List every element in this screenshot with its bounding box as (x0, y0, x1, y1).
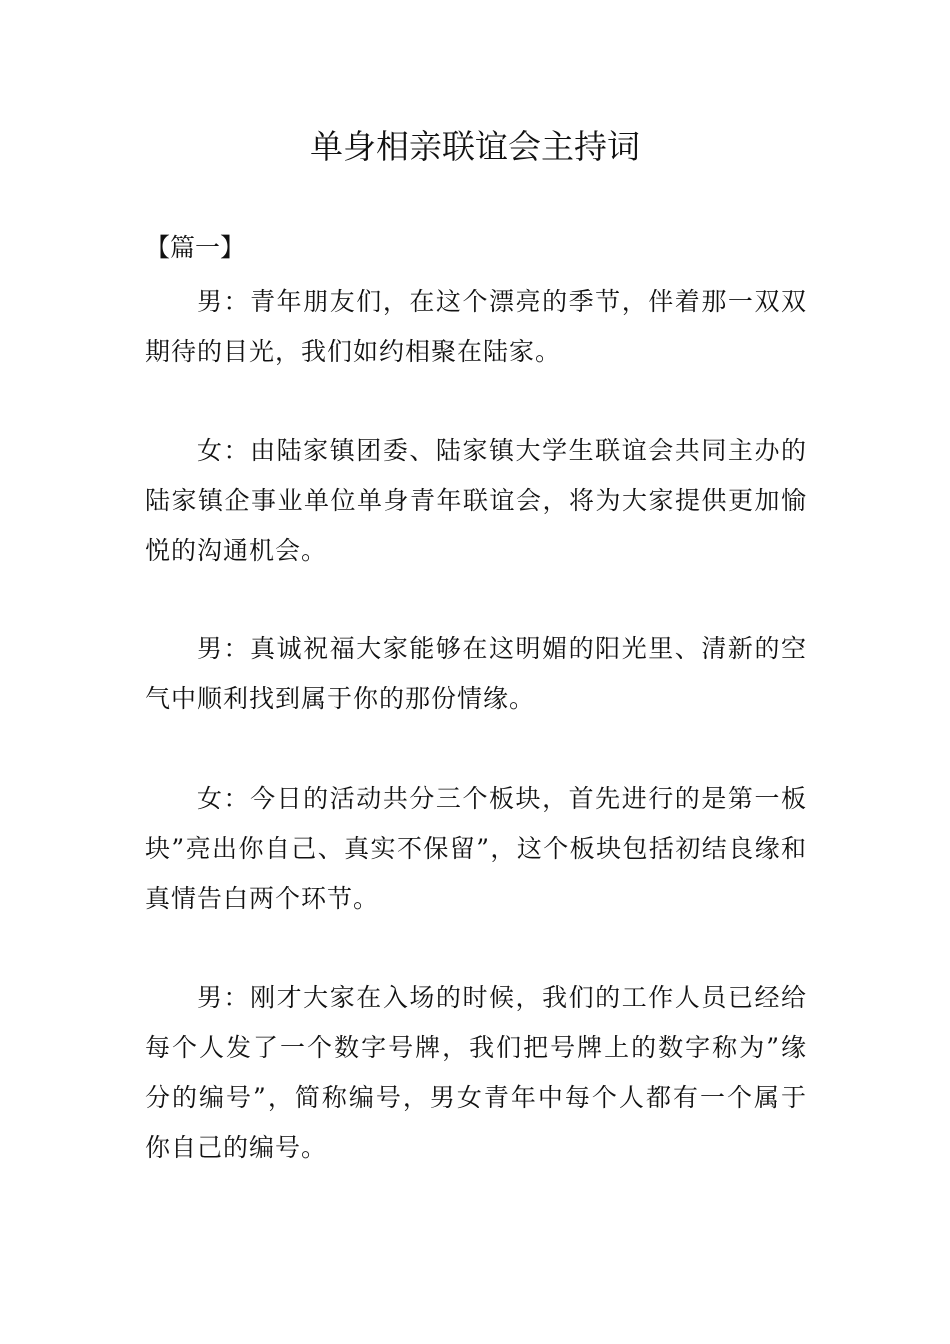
paragraph: 女：由陆家镇团委、陆家镇大学生联谊会共同主办的陆家镇企事业单位单身青年联谊会，将为大家提供更加愉悦的沟通机会。 (145, 436, 807, 565)
paragraph: 男：青年朋友们，在这个漂亮的季节，伴着那一双双期待的目光，我们如约相聚在陆家。 (145, 287, 807, 366)
section-label: 【篇一】 (145, 233, 246, 262)
paragraph: 女：今日的活动共分三个板块，首先进行的是第一板块”亮出你自己、真实不保留”，这个板块包括初结良缘和真情告白两个环节。 (145, 784, 807, 913)
document-title: 单身相亲联谊会主持词 (310, 127, 640, 166)
paragraph: 男：刚才大家在入场的时候，我们的工作人员已经给每个人发了一个数字号牌，我们把号牌上的数字称为”缘分的编号”，简称编号，男女青年中每个人都有一个属于你自己的编号。 (145, 983, 807, 1162)
paragraph: 男：真诚祝福大家能够在这明媚的阳光里、清新的空气中顺利找到属于你的那份情缘。 (145, 634, 807, 713)
